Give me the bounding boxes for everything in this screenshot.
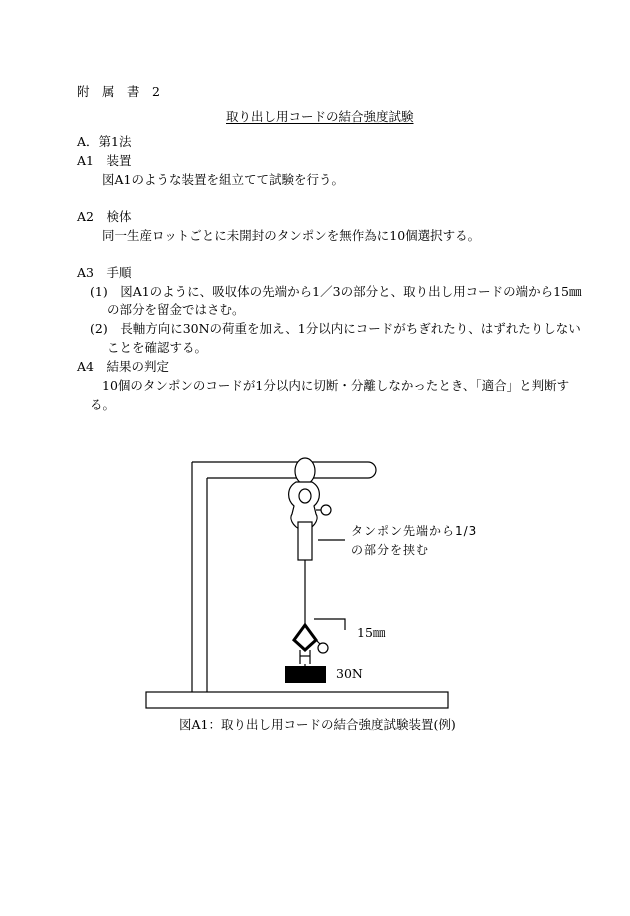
tampon-body <box>298 522 312 560</box>
lower-clamp-screw <box>318 643 328 653</box>
a4-body-line1: 10個のタンポンのコードが1分以内に切断・分離しなかったとき、「適合」と判断す <box>102 378 570 393</box>
lower-clamp <box>294 625 316 650</box>
label-tampon-tip-line2: の部分を挟む <box>351 543 430 557</box>
a3-item2-line1: (2) 長軸方向に30Nの荷重を加え、1分以内にコードがちぎれたり、はずれたりしない <box>90 321 581 336</box>
a4-body-line2: る。 <box>90 397 116 412</box>
stand-arm <box>192 462 376 478</box>
upper-clamp-screw <box>321 505 331 515</box>
a1-body: 図A1のような装置を組立てて試験を行う。 <box>102 172 344 187</box>
stand-base <box>146 692 448 708</box>
a3-item1-line1: (1) 図A1のように、吸収体の先端から1／3の部分と、取り出し用コードの端から15㎜ <box>90 284 582 299</box>
upper-clamp-ring <box>295 458 315 484</box>
label-15mm: 15㎜ <box>357 625 386 640</box>
a2-body: 同一生産ロットごとに未開封のタンポンを無作為に10個選択する。 <box>102 228 481 243</box>
a3-item2-line2: ことを確認する。 <box>107 340 208 355</box>
a4-heading: A4 結果の判定 <box>77 359 169 374</box>
annex-heading: 附 属 書 2 <box>77 84 160 99</box>
a3-heading: A3 手順 <box>77 265 132 280</box>
figure-caption: 図A1：取り出し用コードの結合強度試験装置(例) <box>179 717 456 732</box>
weight-30n <box>285 666 326 683</box>
a2-heading: A2 検体 <box>77 209 132 224</box>
leader-15mm <box>314 619 345 630</box>
a3-item1-line2: の部分を留金ではさむ。 <box>107 302 245 317</box>
page-title: 取り出し用コードの結合強度試験 <box>226 109 414 124</box>
section-a-heading: A．第1法 <box>77 134 132 149</box>
label-tampon-tip-line1: タンポン先端から1/3 <box>351 524 478 538</box>
label-30n: 30N <box>336 666 363 681</box>
a1-heading: A1 装置 <box>77 153 132 168</box>
